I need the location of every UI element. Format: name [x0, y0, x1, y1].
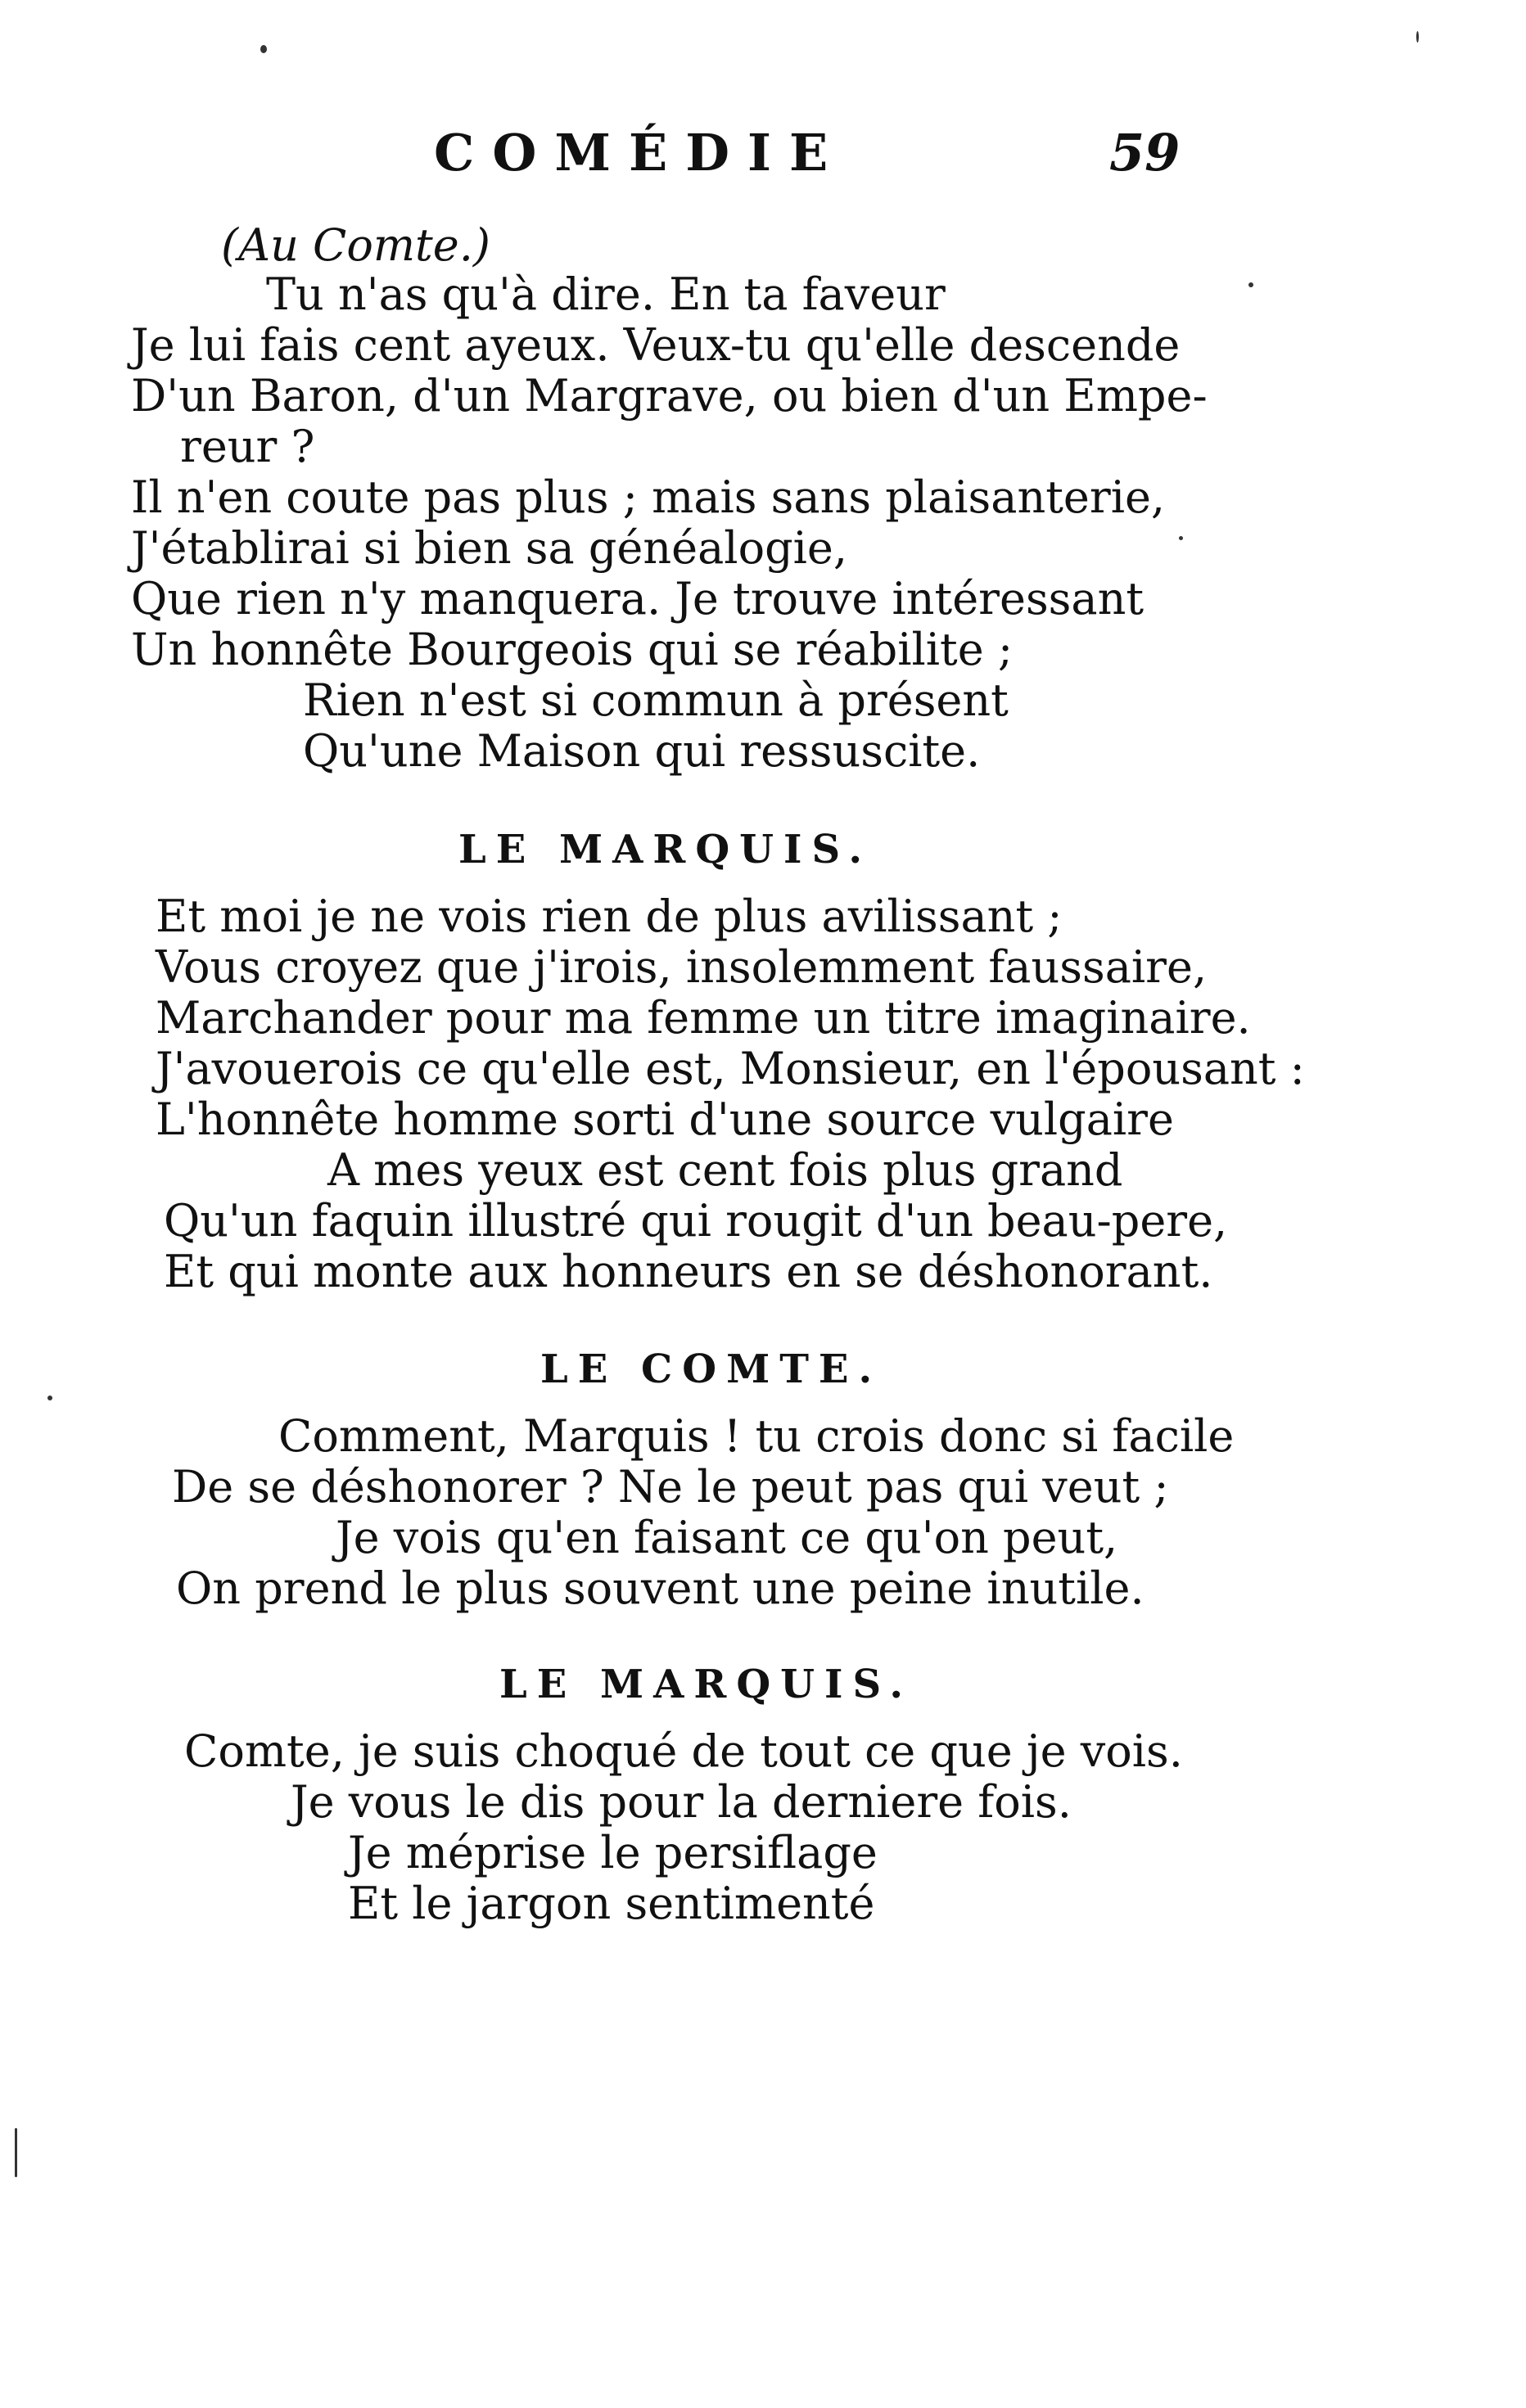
verse-line: Et qui monte aux honneurs en se déshonorant.	[164, 1246, 1213, 1297]
scan-speck	[1179, 536, 1183, 540]
stage-direction: (Au Comte.)	[221, 219, 490, 271]
verse-line: Qu'une Maison qui ressuscite.	[303, 725, 981, 777]
speaker-heading: LE COMTE.	[540, 1346, 883, 1392]
verse-line: Il n'en coute pas plus ; mais sans plaisanterie,	[131, 471, 1166, 523]
verse-line: J'avouerois ce qu'elle est, Monsieur, en l'épousant :	[156, 1043, 1305, 1094]
verse-line: Un honnête Bourgeois qui se réabilite ;	[131, 624, 1014, 675]
verse-line: Vous croyez que j'irois, insolemment faussaire,	[156, 941, 1208, 993]
scan-speck	[1248, 282, 1253, 287]
verse-line: Je méprise le persiflage	[348, 1827, 878, 1878]
verse-line: Je vous le dis pour la derniere fois.	[291, 1776, 1072, 1828]
scan-speck	[260, 45, 267, 53]
verse-line: D'un Baron, d'un Margrave, ou bien d'un Empe-	[131, 370, 1208, 422]
verse-line: De se déshonorer ? Ne le peut pas qui veut ;	[172, 1461, 1169, 1513]
speaker-heading: LE MARQUIS.	[499, 1662, 914, 1707]
verse-line: reur ?	[180, 421, 315, 472]
verse-line: L'honnête homme sorti d'une source vulgaire	[156, 1094, 1174, 1145]
verse-line: Et le jargon sentimenté	[348, 1878, 875, 1929]
verse-line: Tu n'as qu'à dire. En ta faveur	[266, 268, 946, 320]
verse-line: Je vois qu'en faisant ce qu'on peut,	[336, 1512, 1118, 1563]
page-header	[0, 123, 1526, 196]
page-number: 59	[1109, 123, 1181, 183]
verse-line: Et moi je ne vois rien de plus avilissant ;	[156, 891, 1063, 942]
verse-line: On prend le plus souvent une peine inutile.	[176, 1562, 1144, 1614]
scan-speck	[47, 1396, 52, 1400]
scan-speck	[1416, 31, 1419, 43]
verse-line: Je lui fais cent ayeux. Veux-tu qu'elle descende	[131, 319, 1181, 371]
verse-line: Qu'un faquin illustré qui rougit d'un beau-pere,	[164, 1195, 1228, 1247]
verse-line: Comment, Marquis ! tu crois donc si facile	[278, 1410, 1235, 1462]
verse-line: J'établirai si bien sa généalogie,	[131, 522, 848, 574]
running-title: COMÉDIE	[434, 123, 847, 183]
speaker-heading: LE MARQUIS.	[458, 827, 873, 873]
verse-line: Rien n'est si commun à présent	[303, 674, 1009, 726]
verse-line: Marchander pour ma femme un titre imaginaire.	[156, 992, 1251, 1044]
scan-speck	[15, 2128, 17, 2177]
verse-line: A mes yeux est cent fois plus grand	[327, 1144, 1123, 1196]
verse-line: Que rien n'y manquera. Je trouve intéressant	[131, 573, 1144, 625]
verse-line: Comte, je suis choqué de tout ce que je vois.	[184, 1725, 1183, 1777]
